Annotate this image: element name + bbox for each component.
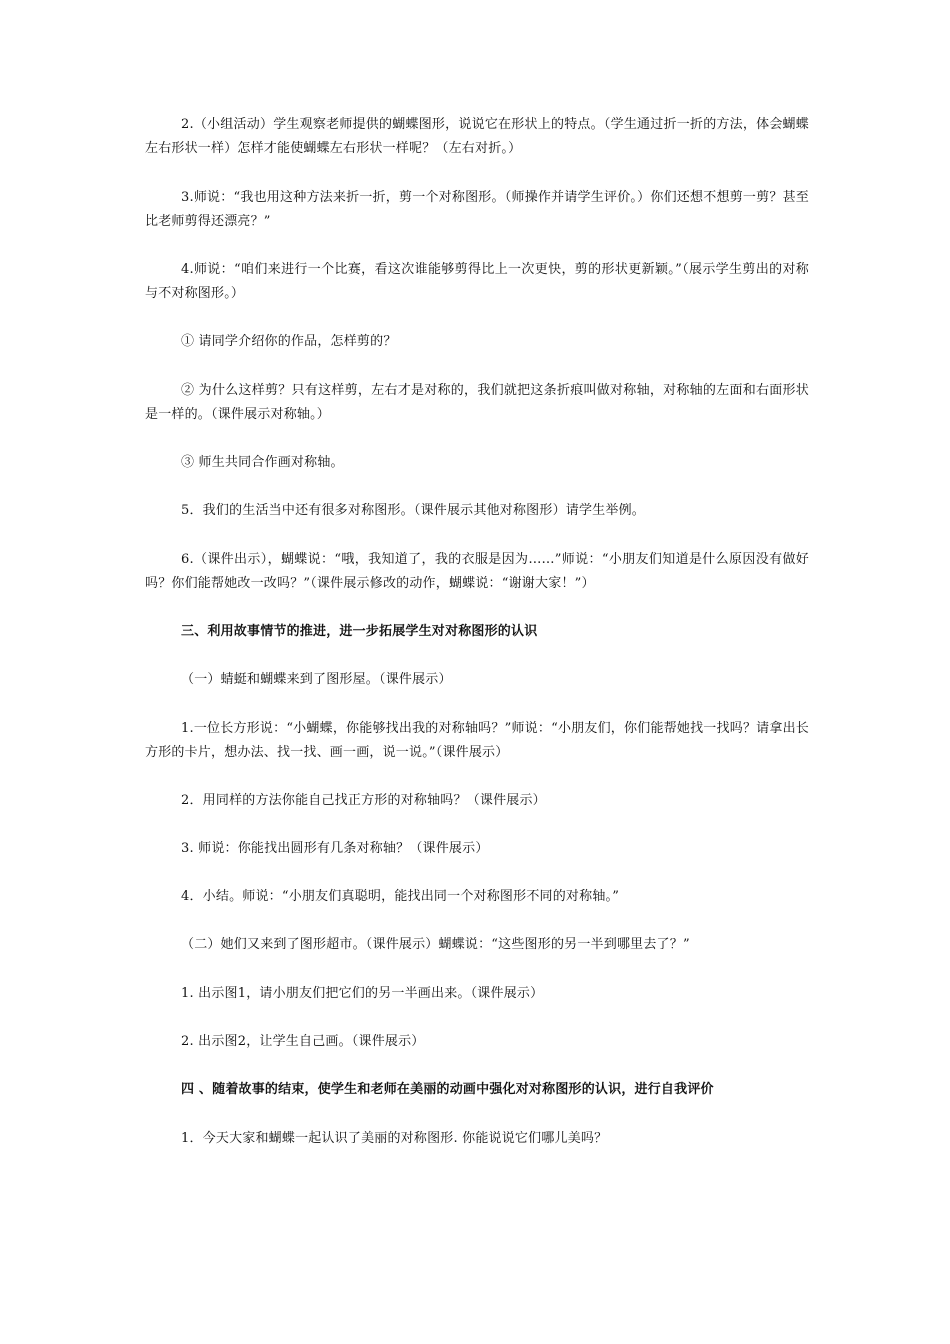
subsection-heading-2: （二）她们又来到了图形超市。（课件展示）蝴蝶说：“这些图形的另一半到哪里去了？” (181, 937, 690, 952)
paragraph-2: 2.（小组活动）学生观察老师提供的蝴蝶图形，说说它在形状上的特点。（学生通过折一折的方法，体会蝴蝶左右形状一样）怎样才能使蝴蝶左右形状一样呢？（左右对折。） (145, 117, 809, 156)
paragraph-4: 4.师说：“咱们来进行一个比赛，看这次谁能够剪得比上一次更快，剪的形状更新颖。”（展示学生剪出的对称与不对称图形。） (145, 262, 809, 301)
paragraph-square: 2．用同样的方法你能自己找正方形的对称轴吗？（课件展示） (181, 793, 546, 808)
paragraph-figure-1: 1. 出示图1，请小朋友们把它们的另一半画出来。（课件展示） (181, 986, 544, 1001)
paragraph-circled-3: ③ 师生共同合作画对称轴。 (181, 455, 344, 470)
paragraph-circled-1: ① 请同学介绍你的作品，怎样剪的？ (181, 334, 397, 349)
paragraph-5: 5．我们的生活当中还有很多对称图形。（课件展示其他对称图形）请学生举例。 (181, 503, 645, 518)
paragraph-final: 1．今天大家和蝴蝶一起认识了美丽的对称图形. 你能说说它们哪儿美吗？ (181, 1131, 608, 1146)
paragraph-summary: 4．小结。师说：“小朋友们真聪明，能找出同一个对称图形不同的对称轴。” (181, 889, 620, 904)
paragraph-3: 3.师说：“我也用这种方法来折一折，剪一个对称图形。（师操作并请学生评价。）你们还想不想剪一剪？甚至比老师剪得还漂亮？” (145, 190, 809, 229)
section-heading-4: 四 、随着故事的结束，使学生和老师在美丽的动画中强化对对称图形的认识，进行自我评价 (181, 1082, 714, 1097)
subsection-heading-1: （一）蜻蜓和蝴蝶来到了图形屋。（课件展示） (181, 672, 452, 687)
paragraph-circled-2: ② 为什么这样剪？只有这样剪，左右才是对称的，我们就把这条折痕叫做对称轴，对称轴的左面和右面形状是一样的。（课件展示对称轴。） (145, 383, 809, 422)
paragraph-figure-2: 2. 出示图2，让学生自己画。（课件展示） (181, 1034, 425, 1049)
paragraph-6: 6.（课件出示），蝴蝶说：“哦，我知道了，我的衣服是因为……”师说：“小朋友们知道是什么原因没有做好吗？你们能帮她改一改吗？”（课件展示修改的动作，蝴蝶说：“谢谢大家！”） (145, 552, 809, 591)
paragraph-rect: 1.一位长方形说：“小蝴蝶，你能够找出我的对称轴吗？”师说：“小朋友们，你们能帮她找一找吗？请拿出长方形的卡片，想办法、找一找、画一画，说一说。”（课件展示） (145, 721, 809, 760)
section-heading-3: 三、利用故事情节的推进，进一步拓展学生对对称图形的认识 (181, 624, 538, 639)
paragraph-circle: 3. 师说：你能找出圆形有几条对称轴？（课件展示） (181, 841, 489, 856)
